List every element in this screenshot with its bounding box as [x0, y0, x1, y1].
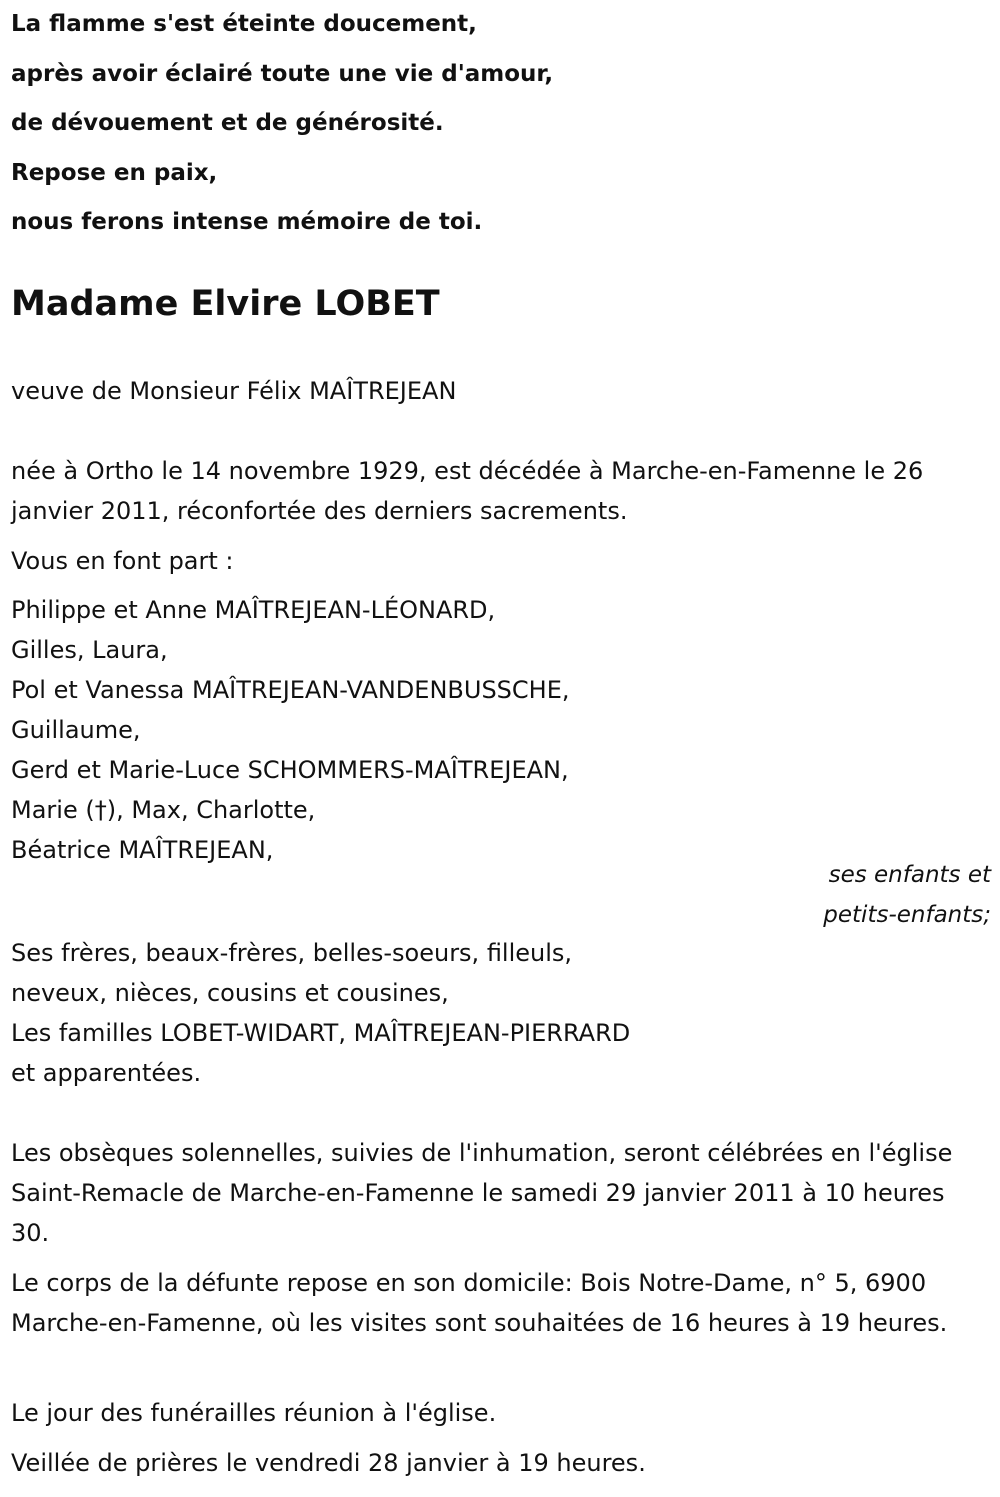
extended-family-line: Les familles LOBET-WIDART, MAÎTREJEAN-PIERRARD	[11, 1019, 631, 1047]
poem-line-5: nous ferons intense mémoire de toi.	[11, 209, 483, 235]
family-line: Pol et Vanessa MAÎTREJEAN-VANDENBUSSCHE,	[11, 676, 570, 704]
visitation-paragraph: Le corps de la défunte repose en son domicile: Bois Notre-Dame, n° 5, 6900 Marche-en-Famenne, où les visites sont souhaitées de 16 heures à 19 heures.	[11, 1269, 948, 1337]
family-list	[11, 590, 570, 870]
family-role-note	[791, 855, 991, 935]
family-line: Gerd et Marie-Luce SCHOMMERS-MAÎTREJEAN,	[11, 756, 569, 784]
funeral-paragraph: Les obsèques solennelles, suivies de l'inhumation, seront célébrées en l'église Saint-Remacle de Marche-en-Famenne le samedi 29 janvier 2011 à 10 heures 30.	[11, 1139, 953, 1247]
family-role-line-1: ses enfants et	[828, 862, 991, 888]
widow-of-line: veuve de Monsieur Félix MAÎTREJEAN	[11, 377, 457, 405]
poem-line-4: Repose en paix,	[11, 159, 218, 186]
family-line: Gilles, Laura,	[11, 636, 168, 664]
extended-family-line: Ses frères, beaux-frères, belles-soeurs, filleuls,	[11, 939, 573, 967]
family-role-line-2: petits-enfants;	[823, 902, 991, 928]
meeting-line: Le jour des funérailles réunion à l'église.	[11, 1399, 497, 1427]
extended-family-list	[11, 933, 630, 1093]
family-line: Marie (†), Max, Charlotte,	[11, 796, 316, 824]
family-line: Béatrice MAÎTREJEAN,	[11, 836, 274, 864]
poem-line-1: La flamme s'est éteinte doucement,	[11, 11, 477, 37]
deceased-name: Madame Elvire LOBET	[11, 284, 440, 324]
family-line: Guillaume,	[11, 716, 141, 744]
extended-family-line: neveux, nièces, cousins et cousines,	[11, 979, 449, 1007]
announcement-intro: Vous en font part :	[11, 547, 234, 575]
extended-family-line: et apparentées.	[11, 1059, 202, 1087]
family-line: Philippe et Anne MAÎTREJEAN-LÉONARD,	[11, 596, 496, 624]
poem-line-2: après avoir éclairé toute une vie d'amour,	[11, 60, 554, 87]
vigil-line: Veillée de prières le vendredi 28 janvier à 19 heures.	[11, 1449, 646, 1477]
poem-line-3: de dévouement et de générosité.	[11, 110, 444, 136]
memorial-poem	[11, 0, 553, 248]
birth-death-paragraph: née à Ortho le 14 novembre 1929, est décédée à Marche-en-Famenne le 26 janvier 2011, réconfortée des derniers sacrements.	[11, 457, 924, 525]
